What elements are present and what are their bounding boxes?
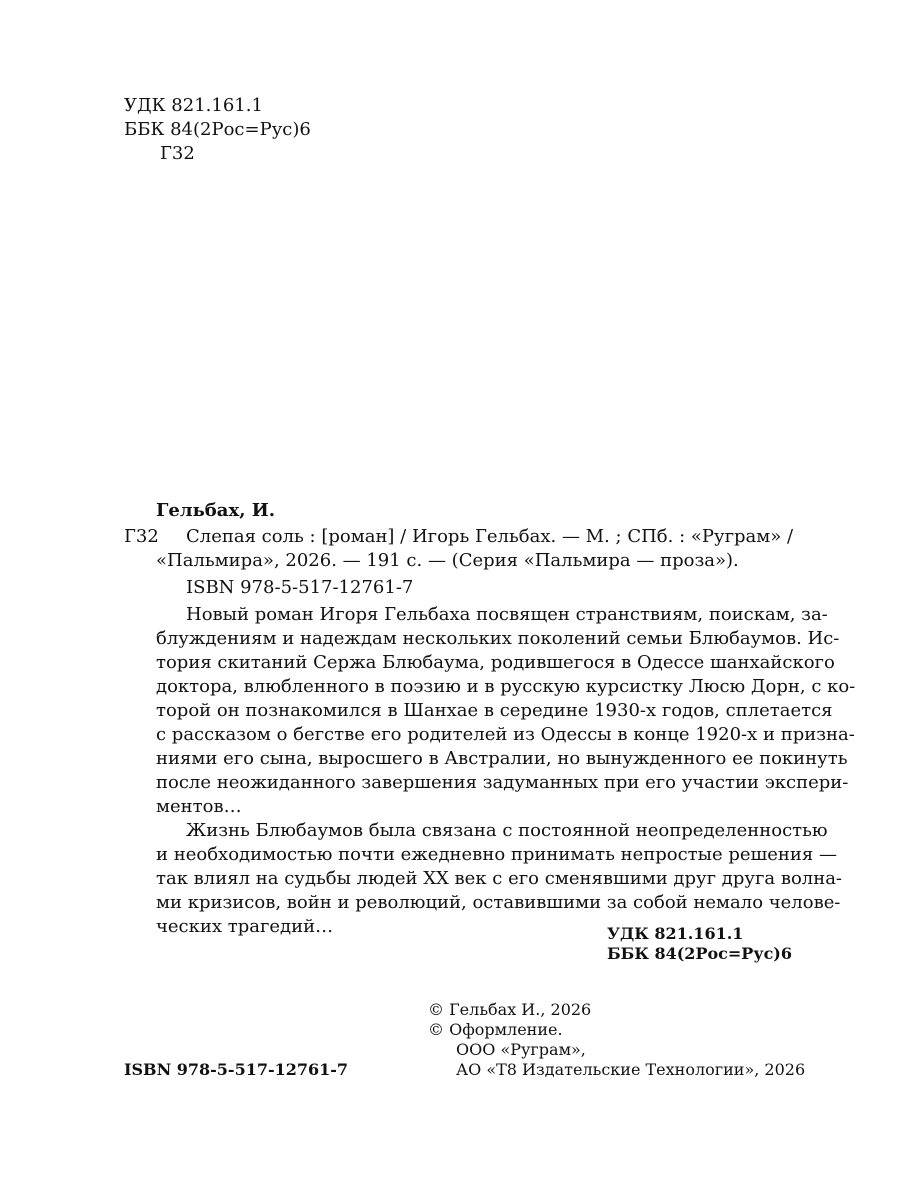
top-author-sign: Г32 (160, 143, 195, 164)
annotation-line: с рассказом о бегстве его родителей из Одессы в конце 1920-х и призна - (156, 724, 849, 745)
annotation-paragraph-1 (156, 603, 850, 819)
annotation-line: так влиял на судьбы людей XX век с его сменявшими друг друга волна - (156, 868, 836, 889)
annotation-line: ниями его сына, выросшего в Австралии, но вынужденного ее покинуть (156, 748, 848, 769)
annotation-line: доктора, влюбленного в поэзию и в русскую курсистку Люсю Дорн, с ко - (156, 676, 849, 697)
annotation-paragraph-2 (156, 819, 837, 939)
annotation-line: торой он познакомился в Шанхае в середине 1930-х годов, сплетается (156, 700, 833, 721)
annotation-line: блуждениям и надеждам нескольких поколений семьи Блюбаумов. Ис - (156, 628, 833, 649)
annotation-line: ческих трагедий… (156, 916, 334, 937)
annotation-line: и необходимостью почти ежедневно принимать непростые решения — (156, 844, 837, 865)
title-line-2: «Пальмира», 2026. — 191 с. — (Серия «Пальмира — проза»). (156, 550, 739, 571)
annotation-line: тория скитаний Сержа Блюбаума, родившегося в Одессе шанхайского (156, 652, 835, 673)
card-author-sign: Г32 (124, 526, 159, 547)
annotation-line: Новый роман Игоря Гельбаха посвящен странствиям, поискам, за - (186, 604, 822, 625)
title-line-1: Слепая соль : [роман] / Игорь Гельбах. — М. ; СПб. : «Руграм» / (186, 526, 794, 547)
annotation-line: ментов… (156, 796, 242, 817)
top-bbk-code: ББК 84(2Рос=Рус)6 (124, 119, 311, 140)
copyright-publisher-1: ООО «Руграм», (456, 1040, 586, 1059)
copyright-publisher-2: АО «Т8 Издательские Технологии», 2026 (456, 1060, 806, 1079)
top-udk-code: УДК 821.161.1 (124, 95, 263, 116)
card-isbn: ISBN 978-5-517-12761-7 (186, 577, 414, 598)
bottom-udk-code: УДК 821.161.1 (607, 924, 744, 943)
bottom-bbk-code: ББК 84(2Рос=Рус)6 (607, 944, 793, 963)
author-heading: Гельбах, И. (156, 500, 275, 521)
copyright-author: © Гельбах И., 2026 (428, 1000, 592, 1019)
annotation-line: Жизнь Блюбаумов была связана с постоянной неопределенностью (186, 820, 828, 841)
bottom-isbn: ISBN 978-5-517-12761-7 (124, 1060, 349, 1079)
annotation-line: после неожиданного завершения задуманных при его участии экспери - (156, 772, 842, 793)
annotation-line: ми кризисов, войн и революций, оставившими за собой немало челове - (156, 892, 834, 913)
copyright-design: © Оформление. (428, 1020, 563, 1039)
